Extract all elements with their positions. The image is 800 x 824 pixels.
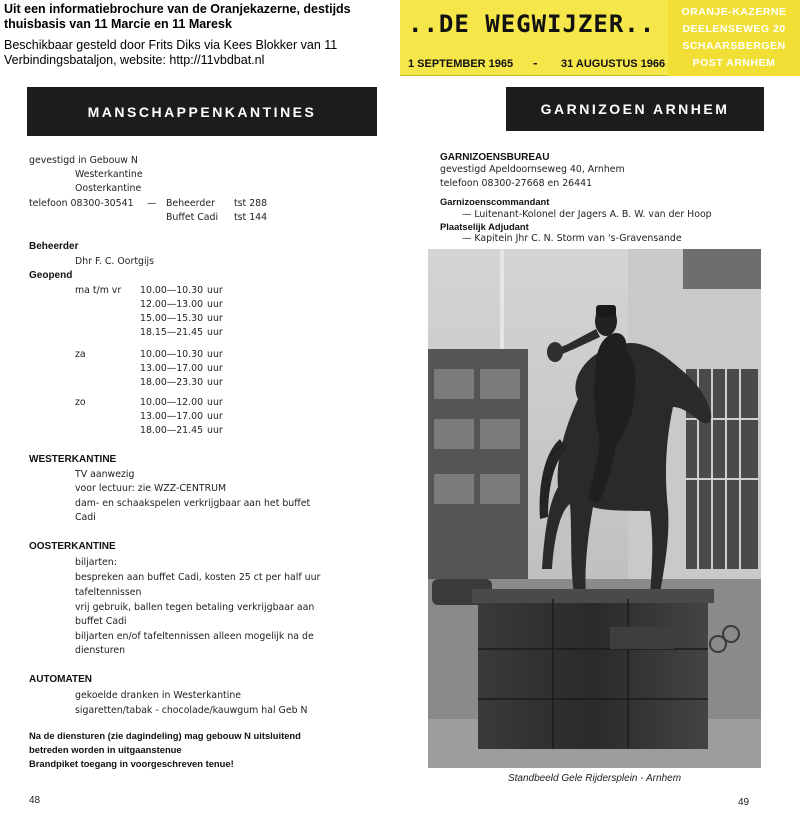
hours-day: zo: [75, 397, 86, 408]
beheerder-heading: Beheerder: [29, 241, 79, 252]
garnizoensbureau-address: gevestigd Apeldoornseweg 40, Arnhem: [440, 164, 625, 175]
phone-ext: tst 288: [234, 198, 268, 209]
banner-address-line: DEELENSEWEG 20: [682, 23, 786, 35]
oosterkantine-line: tafeltennissen: [75, 587, 142, 598]
hours-unit: uur: [207, 425, 223, 436]
oosterkantine-line: biljarten:: [75, 557, 117, 568]
automaten-line: gekoelde dranken in Westerkantine: [75, 690, 242, 701]
phone-label: telefoon 08300-30541: [29, 198, 134, 209]
caption-credit: Beschikbaar gesteld door Frits Diks via Kees Blokker van 11 Verbindingsbataljon, website: http://11vbdbat.nl: [4, 38, 338, 67]
hours-time: 13.00—17.00: [140, 411, 204, 422]
page-number-left: 48: [29, 795, 41, 806]
banner-date-separator: -: [533, 57, 538, 70]
beheerder-name: Dhr F. C. Oortgijs: [75, 256, 155, 267]
banner-address-line: POST ARNHEM: [692, 57, 776, 69]
hours-time: 10.00—10.30: [140, 285, 204, 296]
notice-line: betreden worden in uitgaanstenue: [29, 744, 182, 755]
commandant-name: — Luitenant-Kolonel der Jagers A. B. W. van der Hoop: [462, 209, 712, 220]
hours-time: 12.00—13.00: [140, 299, 204, 310]
westerkantine-line: dam- en schaakspelen verkrijgbaar aan het buffet: [75, 498, 311, 509]
location-label: gevestigd in Gebouw N: [29, 155, 138, 166]
geopend-heading: Geopend: [29, 270, 73, 281]
banner-address-line: SCHAARSBERGEN: [682, 40, 786, 52]
statue-photo-illustration: [428, 249, 761, 768]
phone-name: Beheerder: [166, 198, 215, 209]
hours-time: 15.00—15.30: [140, 313, 204, 324]
notice-line: Na de diensturen (zie dagindeling) mag gebouw N uitsluitend: [29, 730, 301, 741]
hours-time: 18.00—23.30: [140, 377, 204, 388]
hours-time: 18.15—21.45: [140, 327, 204, 338]
page-number-right: 49: [738, 797, 750, 808]
location-item: Oosterkantine: [75, 183, 142, 194]
location-item: Westerkantine: [75, 169, 143, 180]
garnizoensbureau-phone: telefoon 08300-27668 en 26441: [440, 178, 593, 189]
oosterkantine-line: buffet Cadi: [75, 616, 127, 627]
automaten-line: sigaretten/tabak - chocolade/kauwgum hal Geb N: [75, 705, 308, 716]
westerkantine-heading: WESTERKANTINE: [29, 454, 117, 465]
hours-unit: uur: [207, 363, 223, 374]
hours-day: za: [75, 349, 86, 360]
banner-date-from: 1 SEPTEMBER 1965: [408, 58, 514, 70]
hours-time: 10.00—10.30: [140, 349, 204, 360]
phone-name: Buffet Cadi: [166, 212, 219, 223]
garnizoensbureau-heading: GARNIZOENSBUREAU: [440, 152, 550, 163]
oosterkantine-line: bespreken aan buffet Cadi, kosten 25 ct per half uur: [75, 572, 321, 583]
hours-unit: uur: [207, 285, 223, 296]
phone-ext: tst 144: [234, 212, 268, 223]
adjudant-heading: Plaatselijk Adjudant: [440, 221, 529, 232]
adjudant-name: — Kapitein Jhr C. N. Storm van 's-Gravensande: [462, 233, 682, 244]
hours-unit: uur: [207, 397, 223, 408]
westerkantine-line: Cadi: [75, 512, 96, 523]
phone-dash: —: [147, 198, 157, 209]
wegwijzer-banner: [400, 0, 800, 76]
automaten-heading: AUTOMATEN: [29, 674, 92, 685]
hours-unit: uur: [207, 377, 223, 388]
oosterkantine-line: diensturen: [75, 645, 126, 656]
statue-photo: [428, 249, 761, 768]
hours-unit: uur: [207, 327, 223, 338]
hours-day: ma t/m vr: [75, 285, 122, 296]
hours-unit: uur: [207, 299, 223, 310]
photo-caption: Standbeeld Gele Rijdersplein - Arnhem: [507, 773, 682, 784]
commandant-heading: Garnizoenscommandant: [440, 196, 550, 207]
manschappenkantines-header: MANSCHAPPENKANTINES: [27, 87, 377, 136]
oosterkantine-line: vrij gebruik, ballen tegen betaling verkrijgbaar aan: [75, 602, 315, 613]
notice-line: Brandpiket toegang in voorgeschreven tenue!: [29, 758, 234, 769]
hours-time: 10.00—12.00: [140, 397, 204, 408]
hours-time: 13.00—17.00: [140, 363, 204, 374]
hours-unit: uur: [207, 349, 223, 360]
westerkantine-line: voor lectuur: zie WZZ-CENTRUM: [75, 483, 227, 494]
banner-address-block: [668, 0, 800, 76]
oosterkantine-line: biljarten en/of tafeltennissen alleen mogelijk na de: [75, 631, 314, 642]
hours-unit: uur: [207, 313, 223, 324]
banner-address-line: ORANJE-KAZERNE: [681, 6, 787, 18]
garnizoen-arnhem-header: GARNIZOEN ARNHEM: [506, 87, 764, 131]
oosterkantine-heading: OOSTERKANTINE: [29, 541, 116, 552]
caption-title: Uit een informatiebrochure van de Oranjekazerne, destijds thuisbasis van 11 Marcie en 11 Maresk: [4, 2, 351, 31]
hours-unit: uur: [207, 411, 223, 422]
westerkantine-line: TV aanwezig: [75, 469, 135, 480]
hours-time: 18.00—21.45: [140, 425, 204, 436]
banner-title: ..DE WEGWIJZER..: [408, 10, 656, 38]
banner-date-to: 31 AUGUSTUS 1966: [561, 58, 666, 70]
